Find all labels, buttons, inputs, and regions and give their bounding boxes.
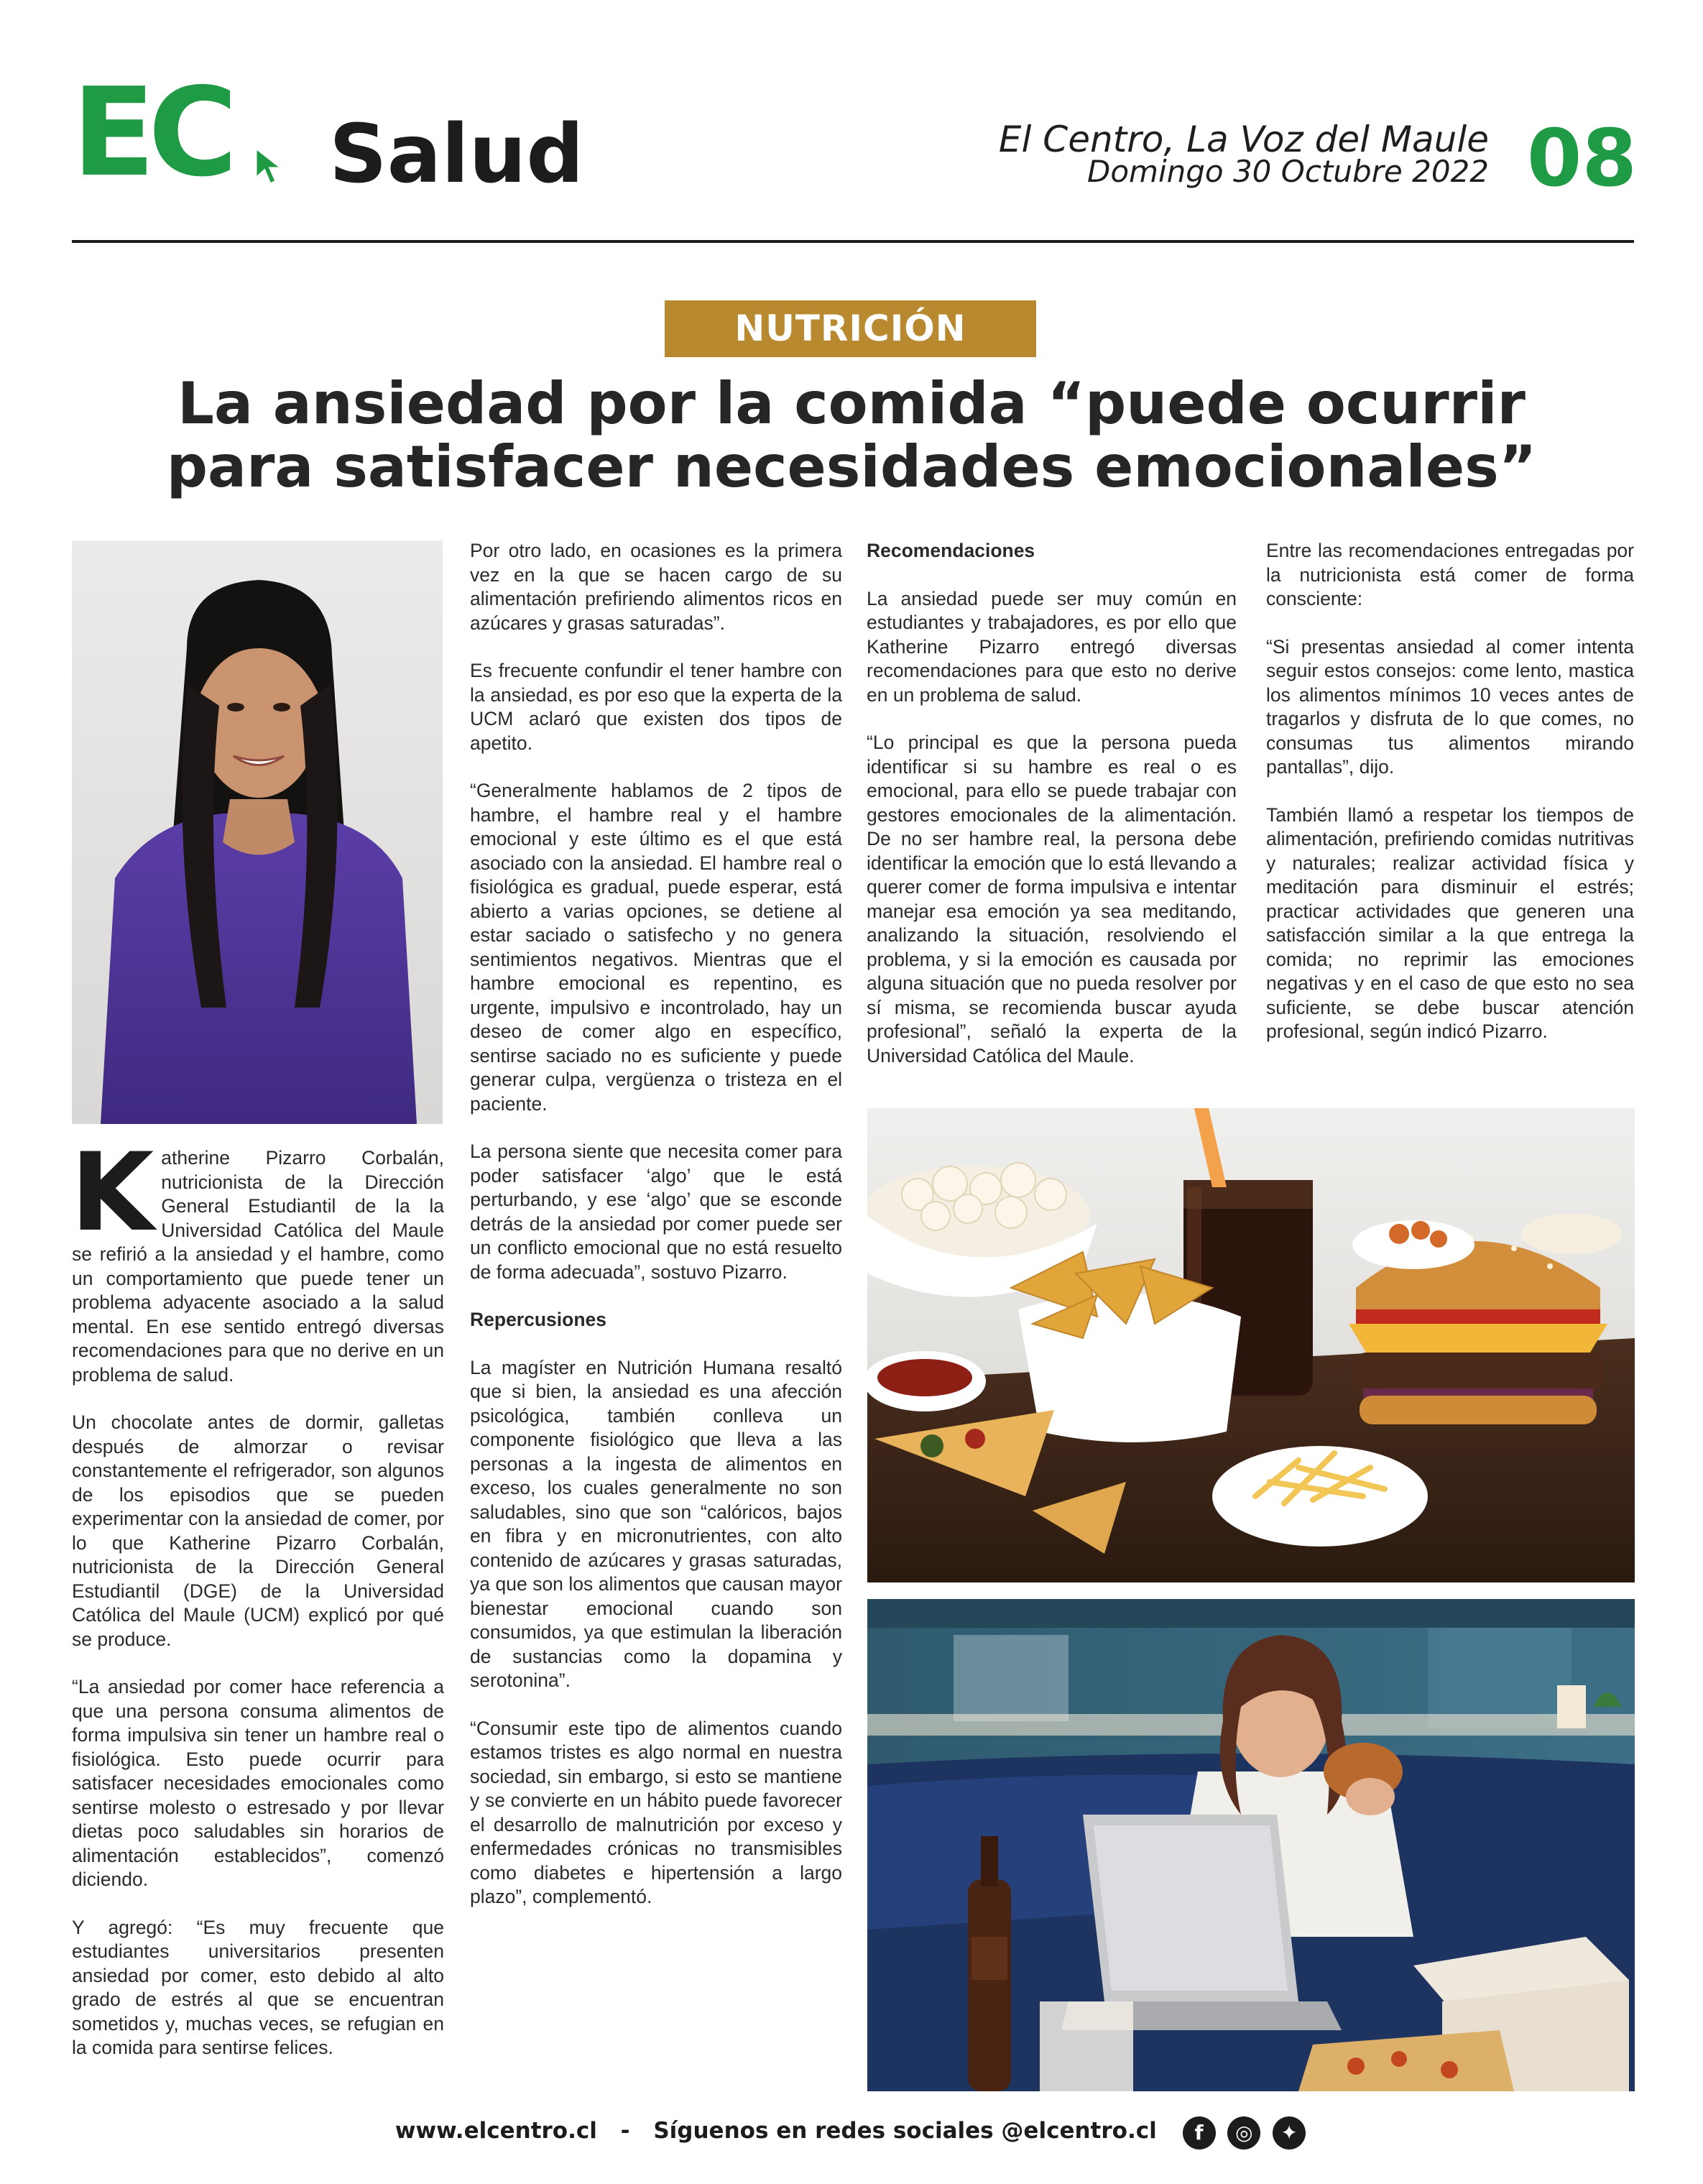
lead-text: atherine Pizarro Corbalán, nutricionista de la Dirección General Estudiantil de la la Universidad Católica del Maule se refirió a la ansiedad y el hambre, como un comportamiento que puede tener un problema adyacente asociado a la salud mental. En ese sentido entregó diversas recomendaciones para que no derive en un problema de salud. [72,1147,444,1386]
body-paragraph: Es frecuente confundir el tener hambre con la ansiedad, es por eso que la experta de la UCM aclaró que existen dos tipos de apetito. [470,660,842,754]
header-divider [72,240,1634,243]
section-title: Salud [329,108,584,201]
subhead-recomendaciones: Recomendaciones [867,540,1035,561]
footer-separator: - [620,2118,630,2144]
lead-paragraph [70,1130,444,1387]
page-number: 08 [1526,112,1637,204]
article-column-4 [1266,539,1634,1068]
body-paragraph: “Lo principal es que la persona pueda identificar si su hambre es real o es emocional, para ello se puede trabajar con gestores emocionales de la alimentación. De no ser hambre real, la persona debe identificar la emoción que lo está llevando a querer comer de forma impulsiva e intentar manejar esa emoción ya sea meditando, analizando la situación, resolviendo el problema, y si la emoción es causada por alguna situación que no pueda resolver por sí misma, se recomienda buscar ayuda profesional”, señaló la experta de la Universidad Católica del Maule. [867,732,1237,1066]
subhead-repercusiones: Repercusiones [470,1309,606,1330]
logo-text: EC [72,62,231,204]
woman-laptop-photo [867,1599,1635,2091]
article-column-2 [470,539,842,1933]
article-column-3 [867,539,1237,1092]
body-paragraph: Por otro lado, en ocasiones es la primera vez en la que se hacen cargo de su alimentación prefiriendo alimentos ricos en azúcares y grasas saturadas”. [470,540,842,634]
body-paragraph: “Si presentas ansiedad al comer intenta seguir estos consejos: come lento, mastica los alimentos mínimos 10 veces antes de tragarlos y disfruta de lo que comes, no consumas tus alimentos mirando pantallas”, dijo. [1266,635,1634,778]
footer-social-text: Síguenos en redes sociales @elcentro.cl [653,2118,1157,2144]
instagram-icon[interactable]: ◎ [1227,2116,1260,2150]
section-kicker: NUTRICIÓN [665,300,1036,357]
body-paragraph: La magíster en Nutrición Humana resaltó que si bien, la ansiedad es una afección psicológica, también conlleva un componente fisiológico que lleva a las personas a la ingesta de alimentos en exceso, los cuales generalmente no son saludables, sino que son “calóricos, bajos en fibra y en micronutrientes, con alto contenido de azúcares y grasas saturadas, ya que son los alimentos que causan mayor bienestar emocional cuando son consumidos, ya que estimulan la liberación de sustancias como la dopamina y serotonina”. [470,1356,842,1691]
portrait-photo [72,540,443,1124]
cursor-icon [250,144,293,187]
body-paragraph: La persona siente que necesita comer para poder satisfacer ‘algo’ que le está perturbando, y ese ‘algo’ que se esconde detrás de la ansiedad por comer puede ser un conflicto emocional que no está resuelto de forma adecuada”, sostuvo Pizarro. [470,1141,842,1283]
body-paragraph: También llamó a respetar los tiempos de alimentación, prefiriendo comidas nutritivas y naturales; realizar actividad física y meditación para disminuir el estrés; practicar actividades que generen una satisfacción similar a la que entrega la comida; no reprimir las emociones negativas y en el caso de que esto no sea suficiente, se debe buscar atención profesional, según indicó Pizarro. [1266,803,1634,1042]
junk-food-photo [867,1108,1635,1582]
body-paragraph: “Consumir este tipo de alimentos cuando estamos tristes es algo normal en nuestra sociedad, sin embargo, si esto se mantiene y se convierte en un hábito puede favorecer el desarrollo de malnutrición por exceso y enfermedades crónicas no transmisibles como diabetes e hipertensión a largo plazo”, complementó. [470,1717,842,1907]
footer-website-link[interactable]: www.elcentro.cl [394,2118,597,2144]
publication-date: Domingo 30 Octubre 2022 [1087,154,1489,189]
body-paragraph: “La ansiedad por comer hace referencia a que una persona consuma alimentos de forma impulsiva sin tener un hambre real o fisiológica. Esto puede ocurrir para satisfacer necesidades emocionales como sentirse molesto o estresado y por llevar dietas poco saludables sin horarios de alimentación establecidos”, comenzó diciendo. [72,1676,444,1890]
facebook-icon[interactable]: f [1183,2116,1216,2150]
article-column-1 [70,1130,444,2084]
article-headline [101,372,1602,499]
page-footer [0,2113,1703,2150]
ec-logo [72,62,287,204]
social-icons [1181,2114,1309,2150]
body-paragraph: Entre las recomendaciones entregadas por la nutricionista está comer de forma consciente: [1266,540,1634,609]
body-paragraph: La ansiedad puede ser muy común en estudiantes y trabajadores, es por ello que Katherine Pizarro entregó diversas recomendaciones para que esto no derive en un problema de salud. [867,587,1237,706]
body-paragraph: “Generalmente hablamos de 2 tipos de hambre, el hambre real y el hambre emocional y este último es el que está asociado con la ansiedad. El hambre real o fisiológica es gradual, puede esperar, está abierto a varias opciones, se detiene al estar saciado o satisfecho y no genera sentimientos negativos. Mientras que el hambre emocional es repentino, es urgente, impulsivo e incontrolado, hay un deseo de comer algo en específico, sentirse saciado no es suficiente y puede generar culpa, vergüenza o tristeza en el paciente. [470,780,842,1115]
headline-line-1: La ansiedad por la comida “puede ocurrir [177,370,1526,437]
body-paragraph: Un chocolate antes de dormir, galletas después de almorzar o revisar constantemente el refrigerador, son algunos de los episodios que se pueden experimentar con la ansiedad de comer, por lo que Katherine Pizarro Corbalán, nutricionista de la Dirección General Estudiantil (DGE) de la Universidad Católica del Maule (UCM) explicó por qué se produce. [72,1411,444,1650]
publication-name: El Centro, La Voz del Maule [998,119,1489,160]
dropcap: K [70,1130,154,1255]
body-paragraph: Y agregó: “Es muy frecuente que estudiantes universitarios presenten ansiedad por comer, esto debido al alto grado de estrés al que se encuentran sometidos y, muchas veces, se refugian en la comida para sentirse felices. [72,1916,444,2058]
headline-line-2: para satisfacer necesidades emocionales” [166,433,1537,500]
twitter-icon[interactable]: ✦ [1273,2116,1306,2150]
